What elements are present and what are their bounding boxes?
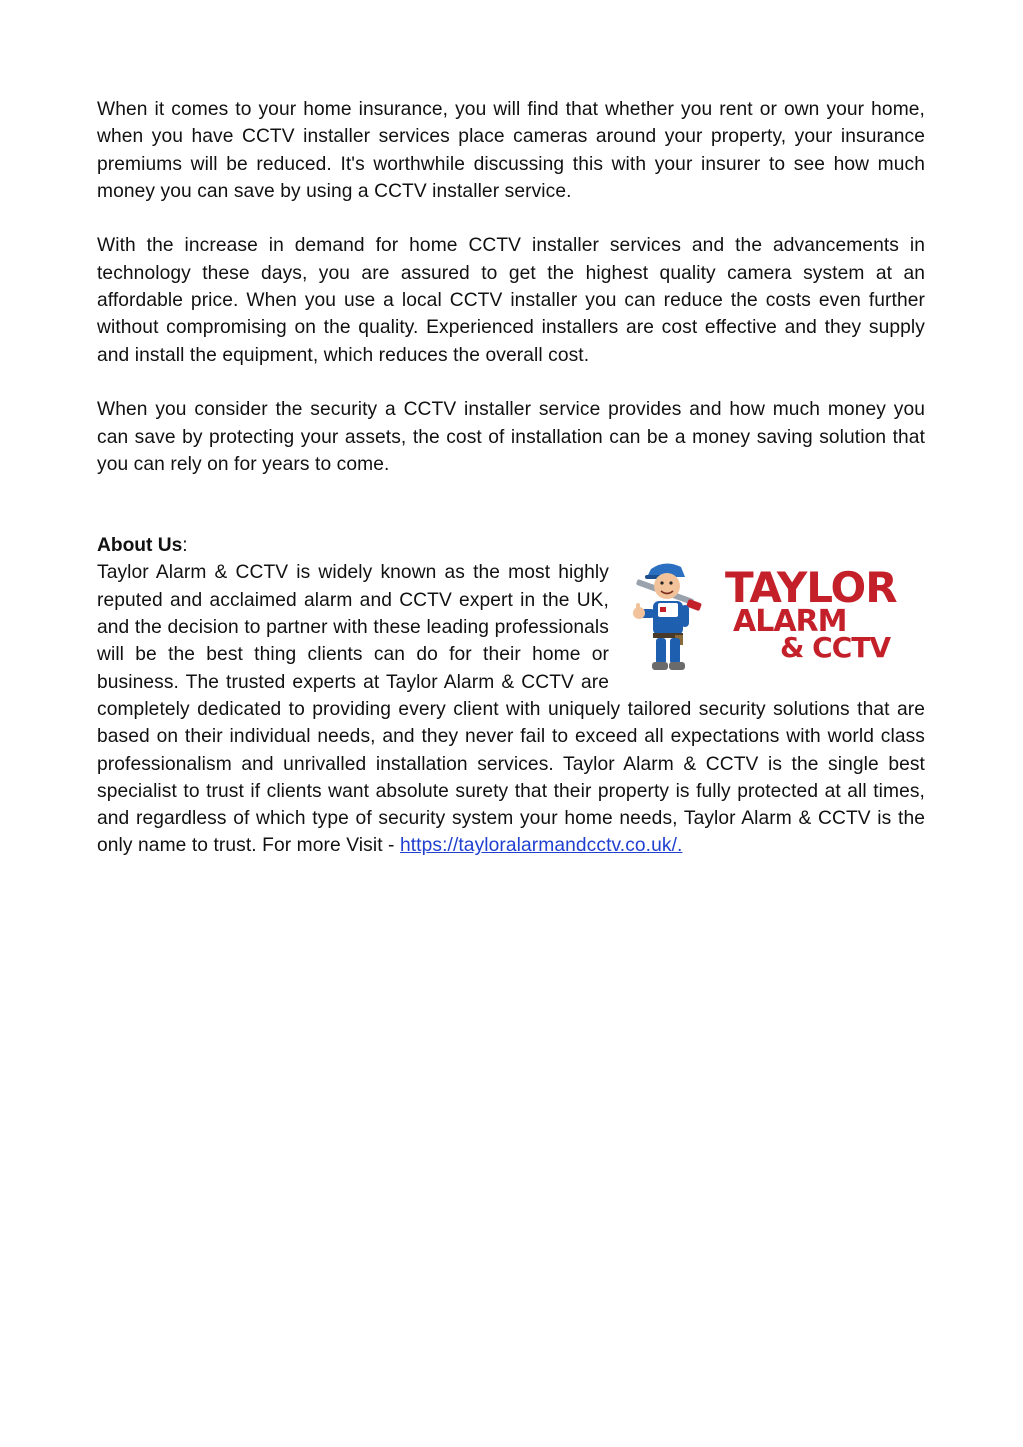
handyman-mascot-icon xyxy=(633,564,702,671)
about-heading-label: About Us xyxy=(97,535,183,557)
taylor-alarm-logo xyxy=(625,559,925,675)
paragraph-security: When you consider the security a CCTV installer service provides and how much money you can save by protecting your assets, the cost of installation can be a money saving solution that you can rely on for years to come. xyxy=(97,399,925,475)
logo-line-1: TAYLOR xyxy=(725,563,897,613)
logo-graphic xyxy=(625,559,925,675)
document-page xyxy=(97,96,925,860)
logo-line-3: & CCTV xyxy=(780,631,891,665)
about-heading-colon: : xyxy=(182,535,188,557)
paragraph-insurance: When it comes to your home insurance, you will find that whether you rent or own your home, when you have CCTV installer services place cameras around your property, your insurance premiums will be reduced. It's worthwhile discussing this with your insurer to see how much money you can save by using a CCTV installer service. xyxy=(97,99,925,202)
logo-line-2: ALARM xyxy=(733,604,847,640)
about-heading xyxy=(97,532,925,559)
website-link[interactable]: https://tayloralarmandcctv.co.uk/. xyxy=(399,835,683,857)
paragraph-demand: With the increase in demand for home CCTV installer services and the advancements in technology these days, you are assured to get the highest quality camera system at an affordable price. When you use a local CCTV installer you can reduce the costs even further without compromising on the quality. Experienced installers are cost effective and they supply and install the equipment, which reduces the overall cost. xyxy=(97,235,925,366)
about-body-text: Taylor Alarm & CCTV is widely known as the most highly reputed and acclaimed alarm and CCTV expert in the UK, and the decision to partner with these leading professionals will be the best thing clients can do for their home or business. The trusted experts at Taylor Alarm & CCTV are completely dedicated to providing every client with uniquely tailored security solutions that are based on their individual needs, and they never fail to exceed all expectations with world class professionalism and unrivalled installation services. Taylor Alarm & CCTV is the single best specialist to trust if clients want absolute surety that their property is fully protected at all times, and regardless of which type of security system your home needs, Taylor Alarm & CCTV is the only name to trust. For more Visit - xyxy=(97,562,925,857)
